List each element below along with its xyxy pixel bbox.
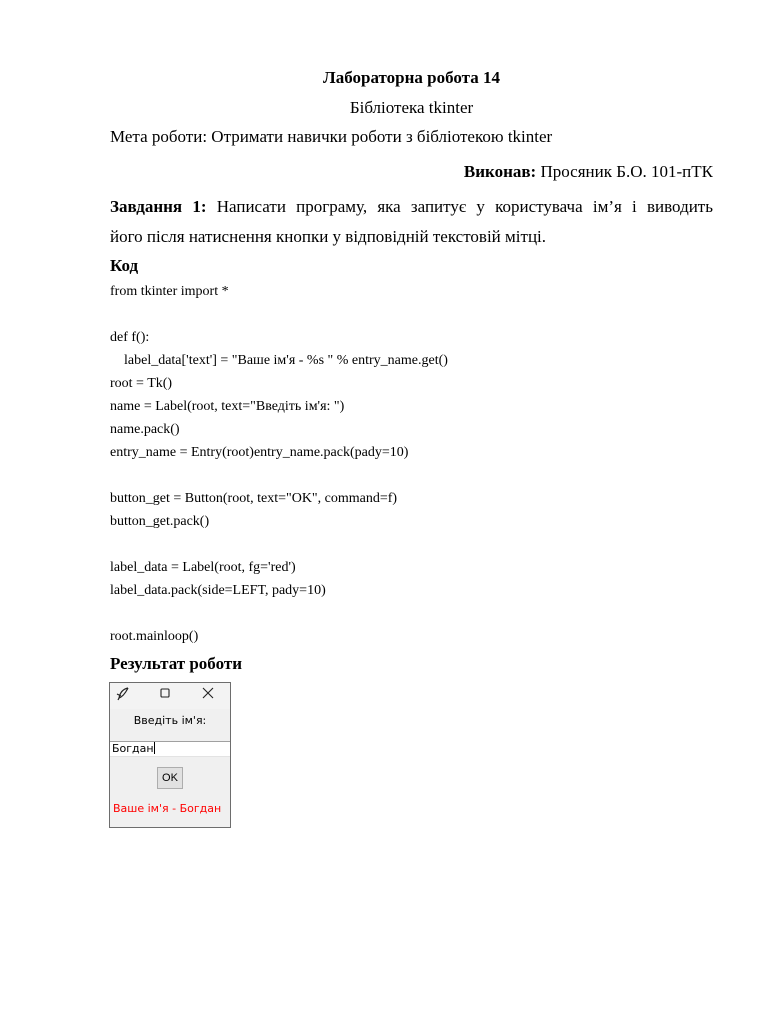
- result-heading: Результат роботи: [110, 654, 243, 673]
- code-line: button_get = Button(root, text="OK", command=f): [110, 491, 398, 506]
- result-label: Ваше ім'я - Богдан: [113, 802, 222, 815]
- author-label: Виконав:: [463, 162, 537, 181]
- document-subtitle: Бібліотека tkinter: [349, 98, 474, 117]
- code-heading: Код: [110, 256, 139, 275]
- author-value: Просяник Б.О. 101-пТК: [540, 162, 713, 181]
- code-line: label_data.pack(side=LEFT, pady=10): [110, 583, 326, 598]
- code-line: root = Tk(): [110, 376, 173, 391]
- document-title: Лабораторна робота 14: [323, 68, 500, 87]
- code-line: button_get.pack(): [110, 514, 210, 529]
- task-paragraph-line1: [110, 197, 713, 217]
- feather-icon: [115, 686, 131, 708]
- code-line: label_data = Label(root, fg='red'): [110, 560, 296, 575]
- author-line: [110, 162, 713, 182]
- task-paragraph-line2: його після натиснення кнопки у відповідній текстовій мітці.: [110, 227, 547, 246]
- code-line: def f():: [110, 330, 150, 345]
- code-line: root.mainloop(): [110, 629, 199, 644]
- code-line: entry_name = Entry(root)entry_name.pack(pady=10): [110, 445, 409, 460]
- ok-button[interactable]: OK: [157, 767, 183, 789]
- name-entry-value: Богдан: [112, 742, 154, 755]
- code-line: label_data['text'] = "Ваше ім'я - %s " % entry_name.get(): [110, 353, 448, 368]
- text-caret: [154, 742, 155, 754]
- close-icon[interactable]: [201, 686, 215, 706]
- code-line: from tkinter import *: [110, 284, 229, 299]
- maximize-icon[interactable]: [158, 686, 172, 706]
- task-text-1: Написати програму, яка запитує у користувача ім’я і виводить: [216, 197, 713, 216]
- tk-window: [109, 682, 231, 828]
- window-titlebar: [110, 683, 230, 709]
- task-label: Завдання 1:: [110, 197, 207, 216]
- name-prompt-label: Введіть ім'я:: [133, 714, 207, 727]
- code-line: name.pack(): [110, 422, 180, 437]
- code-line: name = Label(root, text="Введіть ім'я: "): [110, 399, 345, 414]
- name-entry[interactable]: [110, 741, 230, 757]
- document-goal: Мета роботи: Отримати навички роботи з бібліотекою tkinter: [110, 127, 553, 146]
